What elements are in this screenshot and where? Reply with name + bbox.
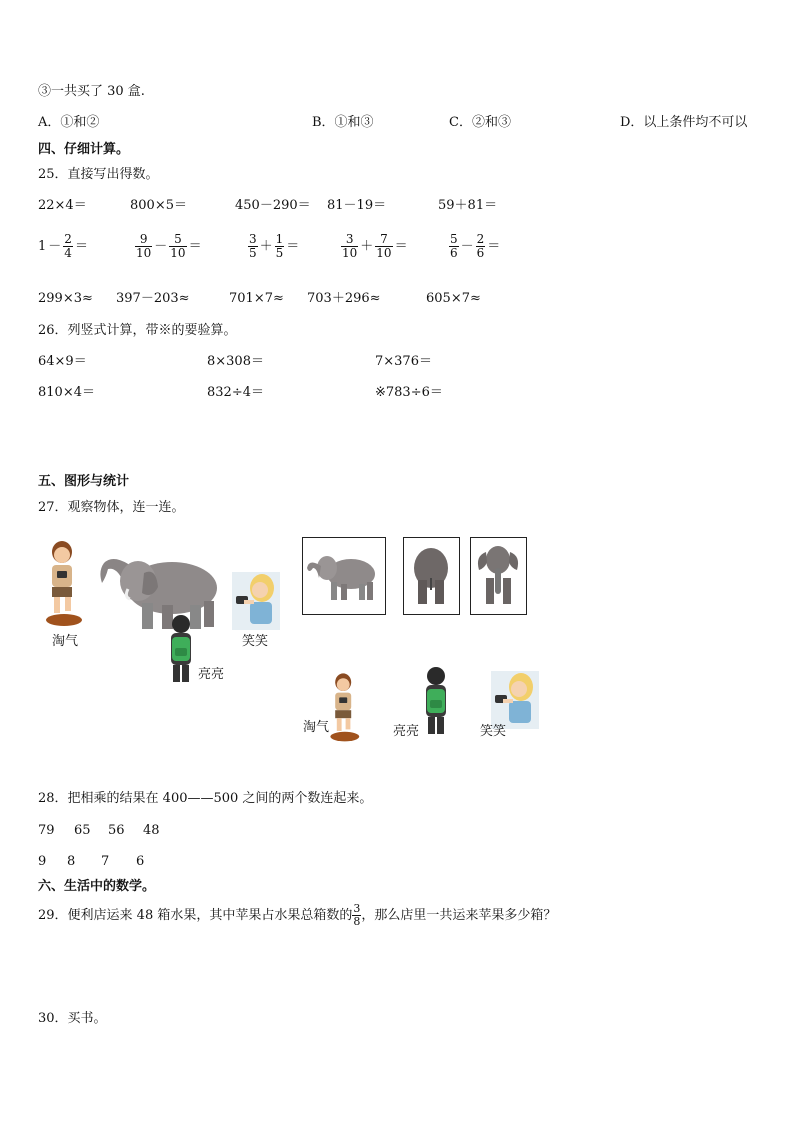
numerator: 2: [476, 232, 485, 246]
fraction: [352, 903, 361, 927]
view-box-back[interactable]: [403, 537, 460, 615]
fraction: [63, 233, 73, 259]
q25-title: 25．直接写出得数。: [38, 167, 159, 182]
estimate-item: 299×3≈: [38, 291, 93, 306]
denominator: 10: [376, 245, 392, 260]
operator: －: [48, 238, 62, 254]
denominator: 10: [170, 245, 186, 260]
number-top[interactable]: 56: [108, 823, 125, 838]
boy-back-view-icon[interactable]: [421, 666, 451, 736]
equals: ＝: [487, 238, 501, 254]
q29-text: [38, 903, 556, 927]
denominator: 8: [353, 914, 361, 928]
number-bottom[interactable]: 6: [136, 854, 145, 869]
operator: ＋: [259, 238, 273, 254]
fraction: [275, 233, 285, 259]
q28-title: 28．把相乘的结果在 400——500 之间的两个数连起来。: [38, 791, 373, 806]
condition-3: ③一共买了 30 盒.: [38, 84, 145, 99]
numerator: 3: [345, 232, 354, 246]
denominator: 5: [275, 245, 284, 260]
number-top[interactable]: 65: [74, 823, 91, 838]
denominator: 5: [249, 245, 257, 260]
fraction: [449, 233, 459, 259]
q29-text-before: 29．便利店运来 48 箱水果，其中苹果占水果总箱数的: [38, 907, 353, 923]
estimate-item: 397－203≈: [116, 291, 190, 306]
option-d[interactable]: D．以上条件均不可以: [620, 115, 748, 130]
numerator: 5: [450, 232, 458, 246]
equals: ＝: [188, 238, 202, 254]
denominator: 6: [450, 245, 458, 260]
vertical-calc-item: 64×9＝: [38, 354, 87, 369]
calc-item: 800×5＝: [130, 198, 187, 213]
elephant-icon: [94, 543, 224, 633]
elephant-back-view-icon: [404, 538, 459, 614]
name-xiaoxiao: 笑笑: [480, 724, 507, 739]
denominator: 4: [64, 245, 72, 260]
name-liangliang: 亮亮: [393, 724, 420, 739]
view-box-side[interactable]: [302, 537, 386, 615]
numerator: 5: [174, 232, 182, 246]
number-bottom[interactable]: 7: [101, 854, 110, 869]
name-taoqi: 淘气: [303, 720, 330, 735]
numerator: 3: [353, 902, 361, 915]
view-box-front[interactable]: [470, 537, 527, 615]
girl-photographer-icon: [38, 538, 88, 628]
fraction-expression-2: [135, 233, 202, 259]
option-c[interactable]: C．②和③: [449, 115, 511, 130]
fraction-expression-1: [38, 233, 88, 259]
estimate-item: 703＋296≈: [307, 291, 381, 306]
q30-title: 30．买书。: [38, 1011, 107, 1026]
option-a[interactable]: A．①和②: [38, 115, 100, 130]
whole-number: 1: [38, 238, 47, 254]
number-bottom[interactable]: 8: [67, 854, 76, 869]
boy-back-view-icon: [166, 614, 196, 684]
equals: ＝: [286, 238, 300, 254]
operator: －: [154, 238, 168, 254]
name-liangliang: 亮亮: [198, 667, 225, 682]
fraction: [135, 233, 152, 259]
vertical-calc-item: 832÷4＝: [207, 385, 264, 400]
name-taoqi: 淘气: [52, 634, 79, 649]
estimate-item: 701×7≈: [229, 291, 284, 306]
blonde-girl-camera-icon: [232, 572, 280, 630]
calc-item: 81－19＝: [327, 198, 387, 213]
vertical-calc-item: 7×376＝: [375, 354, 432, 369]
section-6-title: 六、生活中的数学。: [38, 879, 156, 894]
operator: －: [460, 238, 474, 254]
calc-item: 450－290＝: [235, 198, 311, 213]
numerator: 1: [275, 232, 284, 246]
fraction-expression-3: [248, 233, 299, 259]
numerator: 7: [380, 232, 388, 246]
fraction: [169, 233, 186, 259]
fraction-expression-5: [449, 233, 500, 259]
estimate-item: 605×7≈: [426, 291, 481, 306]
vertical-calc-item: 8×308＝: [207, 354, 264, 369]
calc-item: 59＋81＝: [438, 198, 498, 213]
number-top[interactable]: 48: [143, 823, 160, 838]
q27-title: 27．观察物体，连一连。: [38, 500, 185, 515]
fraction: [341, 233, 358, 259]
vertical-calc-item: 810×4＝: [38, 385, 95, 400]
elephant-front-view-icon: [471, 538, 526, 614]
elephant-side-view-icon: [303, 538, 385, 614]
calc-item: 22×4＝: [38, 198, 87, 213]
denominator: 6: [476, 245, 485, 260]
fraction: [375, 233, 392, 259]
numerator: 9: [139, 232, 148, 246]
name-xiaoxiao: 笑笑: [242, 634, 269, 649]
fraction-expression-4: [341, 233, 408, 259]
equals: ＝: [74, 238, 88, 254]
operator: ＋: [360, 238, 374, 254]
number-top[interactable]: 79: [38, 823, 55, 838]
number-bottom[interactable]: 9: [38, 854, 47, 869]
q29-text-after: ，那么店里一共运来苹果多少箱？: [361, 907, 557, 923]
equals: ＝: [394, 238, 408, 254]
vertical-calc-item: ※783÷6＝: [375, 385, 443, 400]
numerator: 2: [64, 232, 72, 246]
section-5-title: 五、图形与统计: [38, 474, 130, 489]
denominator: 10: [342, 245, 358, 260]
fraction: [248, 233, 258, 259]
section-4-title: 四、仔细计算。: [38, 142, 130, 157]
denominator: 10: [136, 245, 152, 260]
fraction: [476, 233, 486, 259]
numerator: 3: [249, 232, 257, 246]
q26-title: 26．列竖式计算，带※的要验算。: [38, 323, 237, 338]
option-b[interactable]: B．①和③: [312, 115, 374, 130]
